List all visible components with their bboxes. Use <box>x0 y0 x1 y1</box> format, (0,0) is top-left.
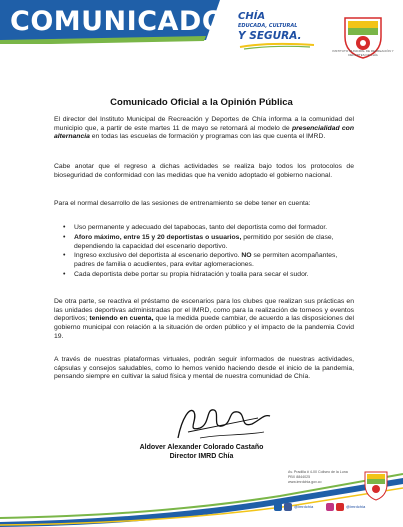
list-item-text: se permiten acompañantes, padres de familia o acudientes, para evitar aglomeraciones. <box>74 252 338 269</box>
handwritten-signature <box>160 398 280 446</box>
document-title: Comunicado Oficial a la Opinión Pública <box>110 97 293 108</box>
instagram-icon <box>326 503 334 511</box>
paragraph-intro-emphasis: presencialidad con alternancia <box>54 124 354 141</box>
signer-role: Director IMRD Chía <box>169 453 234 460</box>
list-item-text: permitido por sesión de clase, dependiendo la capacidad del escenario deportivo. <box>74 233 334 250</box>
footer-address: Av. Pradilla # 4-00 Coliseo de la Luna <box>288 470 348 474</box>
logo-caption: INSTITUTO MUNICIPAL DE RECREACIÓN Y DEPORTES DE CHÍA <box>332 49 394 57</box>
paragraph-venues <box>54 298 354 342</box>
facebook-icon <box>284 503 292 511</box>
list-item-text: Ingreso exclusivo del deportista al escenario deportivo. <box>74 252 242 260</box>
social-icons <box>274 502 389 514</box>
social-handles <box>274 502 389 514</box>
list-item-bold: Aforo máximo, entre 15 y 20 deportistas o usuarios, <box>74 233 242 241</box>
paragraph-venues-text-a: De otra parte, se reactiva el préstamo de escenarios para los clubes que realizan sus prácticas en las unidades deportivas administradas por el IMRD, como para la realización de torneos y eventos deportivos; <box>54 298 354 323</box>
list-item <box>54 271 354 280</box>
imrd-logo-icon <box>340 6 386 68</box>
list-item <box>54 224 354 233</box>
signer-name: Aldover Alexander Colorado Castaño <box>139 444 264 451</box>
paragraph-platforms: A través de nuestras plataformas virtuales, podrán seguir informados de nuestras actividades, cápsulas y consejos saludables, como lo hemos venido haciendo desde el inicio de la pandemia, pensando siempre en cultivar la salud física y mental de nuestra comunidad de Chía. <box>54 356 354 381</box>
slogan-block <box>238 11 318 51</box>
paragraph-requirements-lead: Para el normal desarrollo de las sesiones de entrenamiento se debe tener en cuenta: <box>54 200 311 207</box>
paragraph-venues-bold: teniendo en cuenta, <box>89 315 154 323</box>
youtube-icon <box>336 503 344 511</box>
paragraph-protocols: Cabe anotar que el regreso a dichas actividades se realiza bajo todos los protocolos de bioseguridad de conformidad con las medidas que ha venido adoptado el gobierno nacional. <box>54 163 354 179</box>
paragraph-intro-text-a: El director del Instituto Municipal de Recreación y Deportes de Chía informa a la comunidad del municipio que, a partir de este martes 11 de mayo se retornará al modelo de <box>54 116 354 132</box>
list-item <box>54 234 354 251</box>
slogan-line-1: CHÍA <box>238 11 266 22</box>
footer-contact <box>288 470 358 485</box>
list-item-bold: NO <box>241 252 252 260</box>
paragraph-intro <box>54 116 354 142</box>
slogan-swoosh <box>238 42 318 50</box>
twitter-icon <box>274 503 282 511</box>
paragraph-venues-text-c: que la medida puede cambiar, de acuerdo a las disposiciones del gobierno municipal con relación a la situación de orden público y el impacto de la pandemia Covid 19. <box>54 315 355 340</box>
social-handle-1[interactable]: @imrdchia <box>294 504 314 509</box>
imrd-footer-logo-icon <box>362 470 390 502</box>
requirements-list <box>54 224 354 281</box>
footer-phone: PBX 8844025 <box>288 475 311 479</box>
paragraph-intro-text-c: en todas las escuelas de formación y programas con las que cuenta el IMRD. <box>89 133 326 141</box>
page-header-title: COMUNICADO <box>10 6 226 37</box>
footer-website: www.imrdchia.gov.co <box>288 480 322 484</box>
list-item-text: Cada deportista debe portar su propia hidratación y toalla para secar el sudor. <box>74 271 309 279</box>
slogan-line-3: Y SEGURA. <box>238 30 302 42</box>
slogan-line-2: EDUCADA, CULTURAL <box>238 23 298 29</box>
social-handle-2[interactable]: @imrdchia <box>346 504 366 509</box>
list-item-text: Uso permanente y adecuado del tapabocas, tanto del deportista como del formador. <box>74 224 328 231</box>
list-item <box>54 252 354 269</box>
